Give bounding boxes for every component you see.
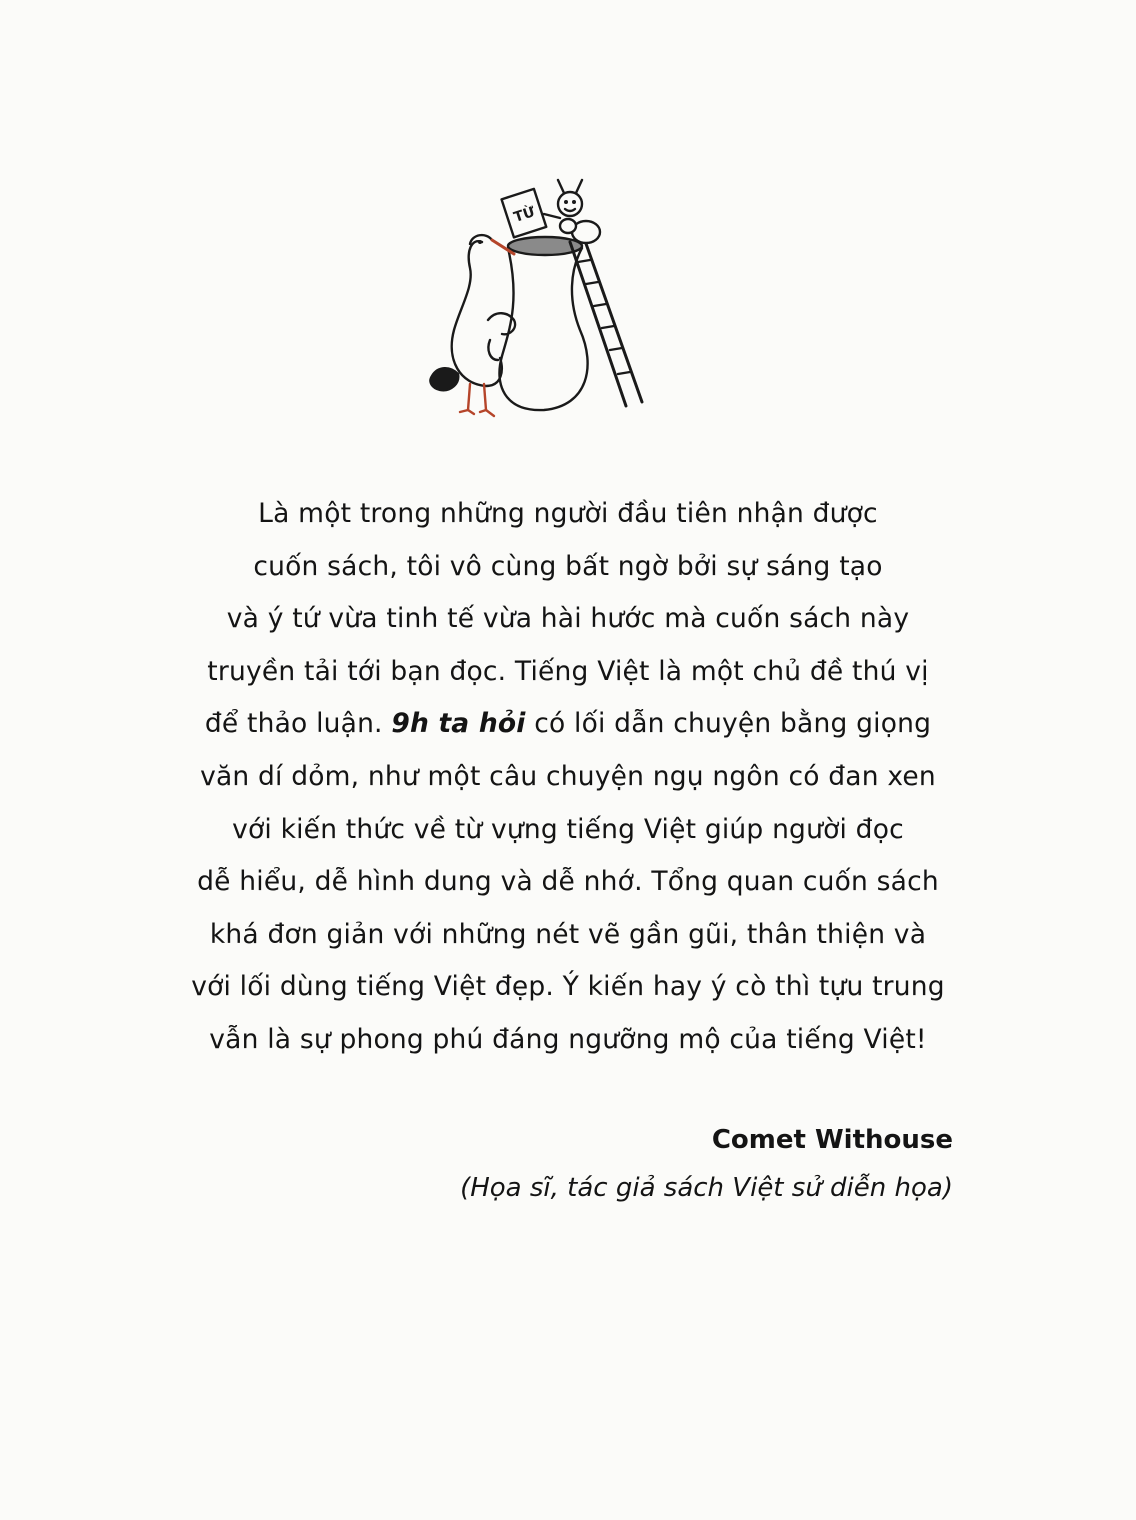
quote-line: vẫn là sự phong phú đáng ngưỡng mộ của tiếng Việt! (209, 1023, 927, 1055)
sign-text: TỪ (511, 204, 538, 226)
quote-text: có lối dẫn chuyện bằng giọng (525, 708, 932, 740)
attribution (460, 1118, 953, 1214)
goose-vase-ant-illustration (410, 170, 660, 430)
book-title: 9h ta hỏi (391, 708, 526, 740)
quote-line: văn dí dỏm, như một câu chuyện ngụ ngôn có đan xen (200, 760, 936, 792)
quote-line: và ý tứ vừa tinh tế vừa hài hước mà cuốn sách này (226, 603, 910, 635)
quote-line: Là một trong những người đầu tiên nhận được (258, 498, 878, 529)
quote-line: truyền tải tới bạn đọc. Tiếng Việt là một chủ đề thú vị (207, 655, 929, 687)
quote-line: cuốn sách, tôi vô cùng bất ngờ bởi sự sáng tạo (253, 550, 883, 582)
quote-text: để thảo luận. (204, 708, 392, 740)
author-name: Comet Withouse (711, 1125, 953, 1155)
quote-line: với kiến thức về từ vựng tiếng Việt giúp người đọc (232, 813, 904, 845)
quote-line: với lối dùng tiếng Việt đẹp. Ý kiến hay ý cò thì tựu trung (191, 971, 945, 1003)
quote-line (100, 698, 1036, 751)
quote-line: khá đơn giản với những nét vẽ gần gũi, thân thiện và (209, 918, 927, 950)
quote-paragraph (100, 488, 1036, 1067)
author-role: (Họa sĩ, tác giả sách Việt sử diễn họa) (460, 1173, 953, 1203)
quote-line: dễ hiểu, dễ hình dung và dễ nhớ. Tổng quan cuốn sách (197, 866, 939, 898)
